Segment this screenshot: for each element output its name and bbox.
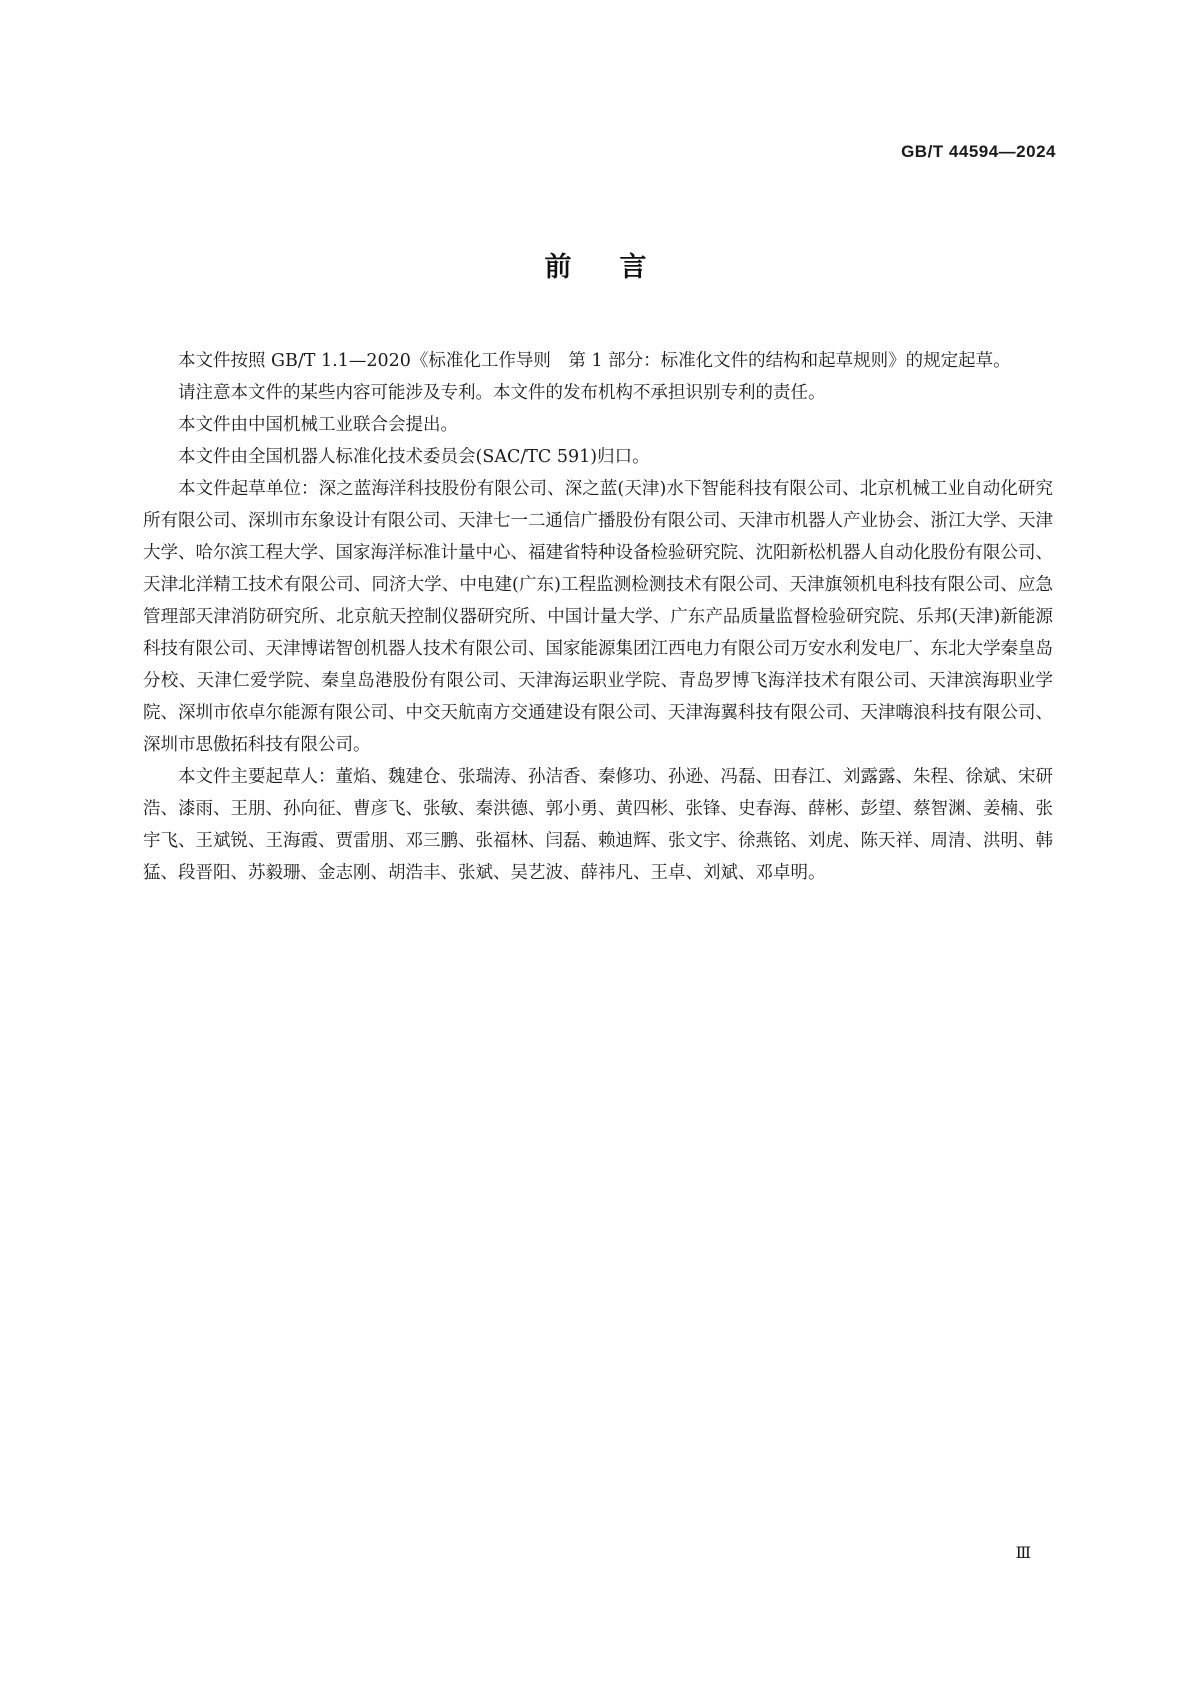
foreword-body (143, 345, 1053, 889)
standard-code: GB/T 44594—2024 (901, 142, 1056, 161)
page-title: 前言 (544, 252, 695, 283)
paragraph-main-drafters: 本文件主要起草人：董焰、魏建仓、张瑞涛、孙洁香、秦修功、孙逊、冯磊、田春江、刘露露、朱程、徐斌、宋研浩、漆雨、王朋、孙向征、曹彦飞、张敏、秦洪德、郭小勇、黄四彬、张锋、史春海、薛彬、彭望、蔡智渊、姜楠、张宇飞、王斌锐、王海霞、贾雷朋、邓三鹏、张福林、闫磊、赖迪辉、张文宇、徐燕铭、刘虎、陈天祥、周清、洪明、韩猛、段晋阳、苏毅珊、金志刚、胡浩丰、张斌、吴艺波、薛祎凡、王卓、刘斌、邓卓明。 (143, 767, 1053, 883)
paragraph-drafting-units: 本文件起草单位：深之蓝海洋科技股份有限公司、深之蓝(天津)水下智能科技有限公司、北京机械工业自动化研究所有限公司、深圳市东象设计有限公司、天津七一二通信广播股份有限公司、天津市机器人产业协会、浙江大学、天津大学、哈尔滨工程大学、国家海洋标准计量中心、福建省特种设备检验研究院、沈阳新松机器人自动化股份有限公司、天津北洋精工技术有限公司、同济大学、中电建(广东)工程监测检测技术有限公司、天津旗领机电科技有限公司、应急管理部天津消防研究所、北京航天控制仪器研究所、中国计量大学、广东产品质量监督检验研究院、乐邦(天津)新能源科技有限公司、天津博诺智创机器人技术有限公司、国家能源集团江西电力有限公司万安水利发电厂、东北大学秦皇岛分校、天津仁爱学院、秦皇岛港股份有限公司、天津海运职业学院、青岛罗博飞海洋技术有限公司、天津滨海职业学院、深圳市依卓尔能源有限公司、中交天航南方交通建设有限公司、天津海翼科技有限公司、天津嗨浪科技有限公司、深圳市思傲拓科技有限公司。 (143, 479, 1053, 755)
paragraph-proposer: 本文件由中国机械工业联合会提出。 (178, 415, 458, 435)
paragraph-patent-notice: 请注意本文件的某些内容可能涉及专利。本文件的发布机构不承担识别专利的责任。 (178, 383, 826, 403)
paragraph-drafting-rules: 本文件按照 GB/T 1.1—2020《标准化工作导则 第 1 部分：标准化文件的结构和起草规则》的规定起草。 (178, 351, 1011, 371)
paragraph-centralized-by: 本文件由全国机器人标准化技术委员会(SAC/TC 591)归口。 (178, 447, 650, 467)
page-number: Ⅲ (1015, 1543, 1031, 1562)
